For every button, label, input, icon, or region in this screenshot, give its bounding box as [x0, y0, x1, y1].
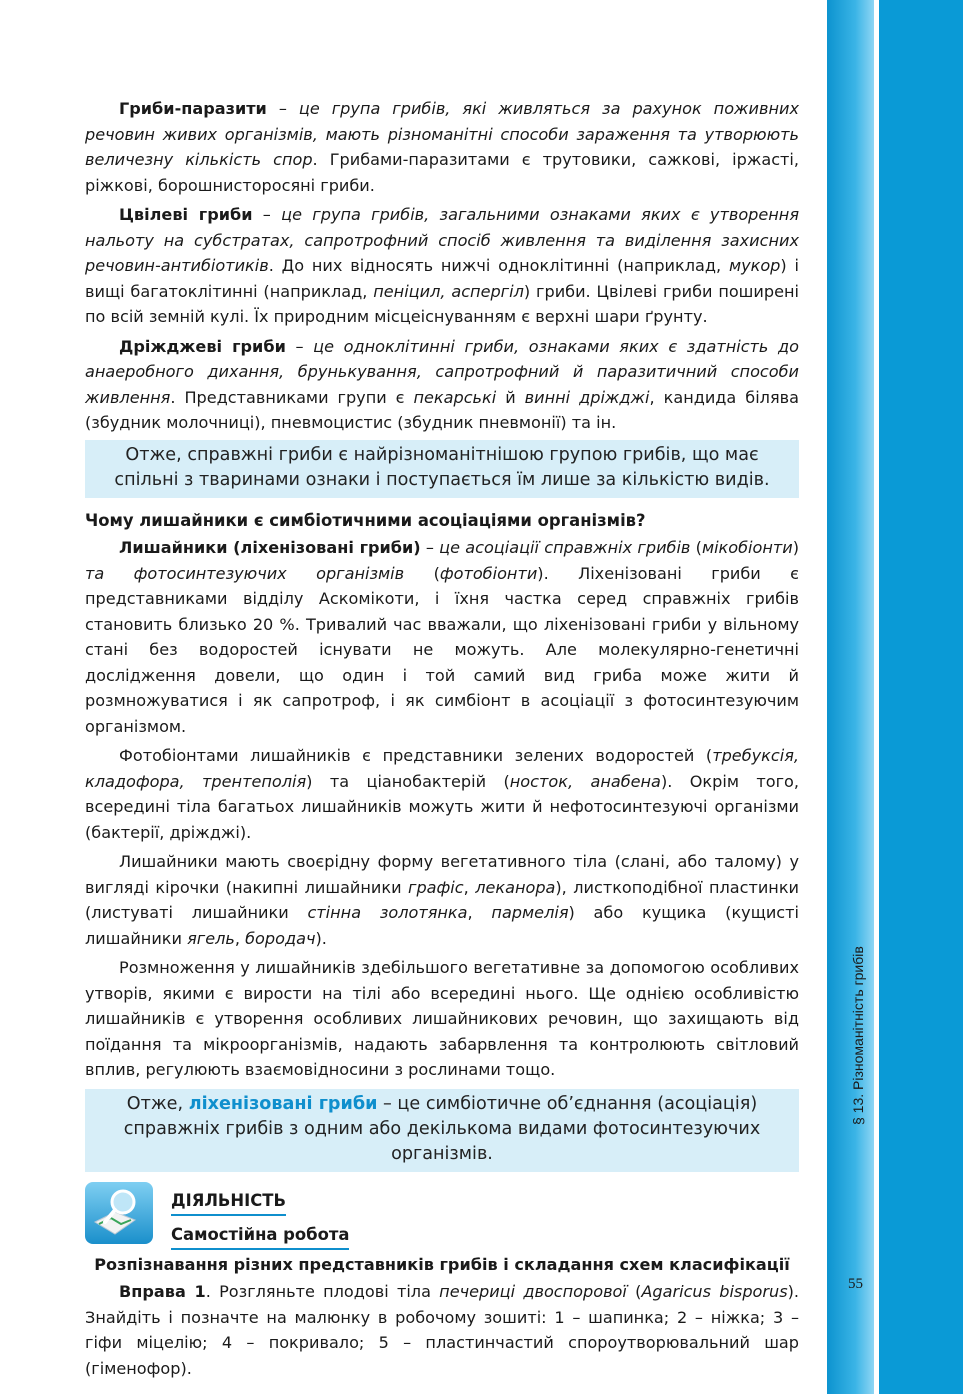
map-magnifier-icon [85, 1182, 153, 1244]
paragraph [85, 535, 799, 739]
paragraph-text: – це група грибів, які живляться за рахунок поживних речовин живих організмів, мають різноманітні способи зараження та утворюють величезну кількість спор. Грибами-паразитами є трутовики, сажкові, іржасті, ріжкові, борошнисторосяні гриби. [85, 99, 800, 195]
paragraph [85, 955, 799, 1083]
paragraph [85, 743, 799, 845]
paragraph [85, 202, 799, 330]
activity-title: ДІЯЛЬНІСТЬ [171, 1188, 286, 1217]
sidebar-gradient-strip [827, 0, 874, 1394]
activity-header [85, 1182, 799, 1252]
activity-subtitle: Самостійна робота [171, 1222, 349, 1251]
paragraph-text: – це одноклітинні гриби, ознаками яких є здатність до анаеробного дихання, брунькування, сапротрофний й паразитичний способи живлення. Представниками групи є пекарські й винні дріжджі, кандида білява (збудник молочниці), пневмоцистис (збудник пневмонії) та ін. [85, 336, 800, 432]
task-title: Розпізнавання різних представників грибів і складання схем класифікації [94, 1254, 790, 1274]
paragraph [85, 849, 799, 951]
task-term: Вправа 1 [119, 1282, 206, 1301]
summary-box-2 [85, 1089, 799, 1172]
summary2-prefix: Отже, [126, 1093, 189, 1114]
paragraph-term: Дріжджеві гриби [119, 336, 286, 356]
lichen-paragraphs [85, 535, 799, 1083]
paragraph-term: Цвілеві гриби [119, 205, 253, 224]
paragraph-term: Гриби-паразити [119, 99, 267, 118]
task-paragraph [85, 1279, 799, 1381]
paragraph-text: Лишайники мають своєрідну форму вегетативного тіла (слані, або талому) у вигляді кірочки (накипні лишайники графіс, леканора), листкоподібної пластинки (листуваті лишайники стінна золотянка, пармелія) або кущика (кущисті лишайники ягель, бородач). [85, 852, 800, 948]
fungi-paragraphs [85, 96, 799, 436]
summary-box-1 [85, 440, 799, 498]
summary2-highlight: ліхенізовані гриби [188, 1093, 378, 1114]
page-content [85, 96, 799, 1385]
paragraph-text: Розмноження у лишайників здебільшого вегетативне за допомогою особливих утворів, якими є вирости на тілі або всередині нього. Ще однією особливістю лишайників є утворення особливих лишайникових речовин, що захищають від поїдання та мікроорганізмів, надають забарвлення та контролюють світловий вплив, регулюють взаємовідносини з рослинами тощо. [85, 958, 799, 1079]
paragraph [85, 96, 799, 198]
paragraph-term: Лишайники (ліхенізовані гриби) [119, 538, 421, 557]
page-number: 55 [848, 1276, 863, 1292]
summary2-suffix: – це симбіотичне об’єднання (асоціація) справжніх грибів з одним або декількома видами фотосинтезуючих організмів. [123, 1093, 761, 1164]
paragraph [85, 334, 799, 436]
summary-text-1: Отже, справжні гриби є найрізноманітнішою групою грибів, що має спільні з тваринами ознаки і поступається їм лише за кількістю видів. [114, 444, 770, 490]
chapter-label: § 13. Різноманітність грибів [850, 946, 866, 1125]
section-question: Чому лишайники є симбіотичними асоціаціями організмів? [85, 510, 646, 530]
sidebar-blue-band [879, 0, 963, 1394]
paragraph-text: – це група грибів, загальними ознаками яких є утворення нальоту на субстратах, сапротрофний спосіб живлення та виділення захисних речовин-антибіотиків. До них відносять нижчі одноклітинні (наприклад, мукор) і вищі багатоклітинні (наприклад, пеніцил, аспергіл) гриби. Цвілеві гриби поширені по всій земній кулі. Їх природним місцеіснуванням є верхні шари ґрунту. [85, 205, 800, 326]
task-text: . Розгляньте плодові тіла печериці двоспорової (Agaricus bisporus). Знайдіть і позначте на малюнку в робочому зошиті: 1 – шапинка; 2 – ніжка; 3 – гіфи міцелію; 4 – покривало; 5 – пластинчастий спороутворювальний шар (гіменофор). [85, 1282, 799, 1378]
paragraph-text: Фотобіонтами лишайників є представники зелених водоростей (требуксія, кладофора, трентеполія) та ціанобактерій (носток, анабена). Окрім того, всередині тіла багатьох лишайників можуть жити й нефотосинтезуючі організми (бактерії, дріжджі). [85, 746, 800, 842]
paragraph-text: – це асоціації справжніх грибів (мікобіонти) та фотосинтезуючих організмів (фотобіонти). Ліхенізовані гриби є представниками відділу Аскомікоти, і їхня частка серед справжніх грибів становить близько 20 %. Тривалий час вважали, що ліхенізовані гриби у вільному стані без водоростей існувати не можуть. Але молекулярно-генетичні дослідження довели, що один і той самий вид гриба може жити й розмножуватися і як сапротроф, і як симбіонт в асоціації з фотосинтезуючим організмом. [85, 538, 800, 736]
